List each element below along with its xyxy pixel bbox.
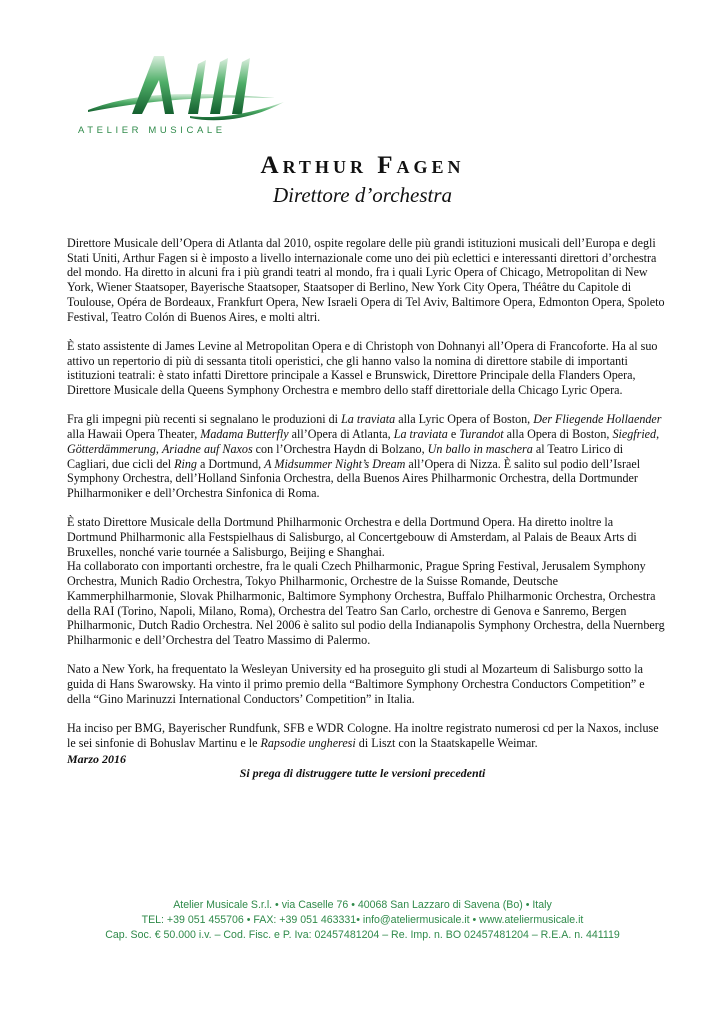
italic-title: Turandot [459,427,504,442]
person-role: Direttore d’orchestra [272,183,453,207]
bio-paragraph [67,339,665,398]
text-run: e [447,427,460,442]
bio-paragraph [67,721,665,750]
italic-title: La traviata [393,427,448,442]
bio-paragraph [67,412,665,500]
text-run: Ha collaborato con importanti orchestre, fra le quali Czech Philharmonic, Prague Spring Festival, Jerusalem Symphony Orchestra, Munich Radio Orchestra, Tokyo Philharmonic, Orchestre de la Suisse Romande, Deutsche Kammerphilharmonie, Slovak Philharmonic, Baltimore Symphony Orchestra, Buffalo Philharmonic Orchestra, Orchestra della RAI (Torino, Napoli, Milano, Roma), Orchestra del Teatro San Carlo, orchestre di Genova e Sanremo, Bergen Philharmonic, Dutch Radio Orchestra. Nel 2006 è salito sul podio della Indianapolis Symphony Orchestra, della Nuernberg Philharmonic e dell’Orchestra del Teatro Massimo di Palermo. [67,559,665,647]
italic-title: Götterdämmerung [67,441,156,456]
bio-paragraph [67,559,665,647]
italic-title: Siegfried [612,427,657,442]
italic-title: La traviata [341,412,396,427]
text-run: Fra gli impegni più recenti si segnalano le produzioni di [67,412,342,427]
company-footer [0,898,725,943]
version-note: Si prega di distruggere tutte le versioni precedenti [239,766,486,780]
bio-paragraph [67,236,665,324]
text-run: all’Opera di Nizza. È salito sul podio dell’Israel Symphony Orchestra, dell’Holland Sinfonia Orchestra, della Buenos Aires Philharmonic Orchestra, della Dortmunder Philharmoniker e dell’Orchestra Sinfonica di Roma. [67,456,641,500]
text-run: con l’Orchestra Haydn di Bolzano, [252,441,428,456]
text-run: Ha inciso per BMG, Bayerischer Rundfunk, SFB e WDR Cologne. Ha inoltre registrato numerosi cd per la Naxos, incluse le sei sinfonie di Bohuslav Martinu e le [67,721,659,750]
italic-title: A Midsummer Night’s Dream [264,456,406,471]
person-name: Arthur Fagen [260,152,465,179]
text-run: È stato assistente di James Levine al Metropolitan Opera e di Christoph von Dohnanyi all’Opera di Francoforte. Ha al suo attivo un repertorio di più di sessanta titoli operistici, che gli hanno valso la nomina di direttore stabile di importanti istituzioni teatrali: è stato infatti Direttore principale a Kassel e Brunswick, Direttore Principale della Flanders Opera, Direttore Musicale della Queens Symphony Orchestra e membro dello staff direttoriale della Chicago Lyric Opera. [67,338,658,398]
italic-title: Ring [174,456,197,471]
text-run: È stato Direttore Musicale della Dortmund Philharmonic Orchestra e della Dortmund Opera. Ha diretto inoltre la Dortmund Philharmonic alla Festspielhaus di Salisburgo, al Concertgebouw di Amsterdam, al Palais de Beaux Arts di Bruxelles, nonché varie tournée a Salisburgo, Beijing e Shanghai. [67,515,637,559]
bio-paragraph [67,515,665,559]
text-run: a Dortmund, [196,456,265,471]
footer-contacts: TEL: +39 051 455706 • FAX: +39 051 463331• info@ateliermusicale.it • www.ateliermusicale.it [141,914,584,926]
footer-address: Atelier Musicale S.r.l. • via Caselle 76 • 40068 San Lazzaro di Savena (Bo) • Italy [173,899,552,911]
logo-caption: ATELIER MUSICALE [78,125,226,136]
italic-title: Madama Butterfly [200,427,289,442]
text-run: di Liszt con la Staatskapelle Weimar. [355,735,538,750]
text-run: alla Lyric Opera of Boston, [395,412,534,427]
italic-title: Ariadne auf Naxos [161,441,253,456]
text-run: , [155,441,162,456]
document-date: Marzo 2016 [67,752,127,766]
italic-title: Un ballo in maschera [427,441,533,456]
text-run: alla Hawaii Opera Theater, [67,427,201,442]
text-run: Nato a New York, ha frequentato la Wesleyan University ed ha proseguito gli studi al Mozarteum di Salisburgo sotto la guida di Hans Swarowsky. Ha vinto il primo premio della “Baltimore Symphony Orchestra Conductors Competition” e della “Gino Marinuzzi International Conductors’ Competition” in Italia. [67,662,645,706]
text-run: Direttore Musicale dell’Opera di Atlanta dal 2010, ospite regolare delle più grandi istituzioni musicali dell’Europa e degli Stati Uniti, Arthur Fagen si è imposto a livello internazionale come uno dei più eclettici e interessanti direttori d’orchestra del mondo. Ha diretto in alcuni fra i più grandi teatri al mondo, fra i quali Lyric Opera of Chicago, Metropolitan di New York, Wiener Staatsoper, Bayerische Staatsoper, Staatsoper di Berlino, New York City Opera, Théâtre du Capitole di Toulouse, Opéra de Bordeaux, Frankfurt Opera, New Israeli Opera di Tel Aviv, Baltimore Opera, Edmonton Opera, Spoleto Festival, Teatro Colón di Buenos Aires, e molti altri. [67,236,665,324]
text-run: all’Opera di Atlanta, [288,427,394,442]
footer-registration: Cap. Soc. € 50.000 i.v. – Cod. Fisc. e P. Iva: 02457481204 – Re. Imp. n. BO 02457481204 – R.E.A. n. 441119 [105,929,620,941]
bio-paragraph [67,662,665,706]
italic-title: Der Fliegende Hollaender [533,412,662,427]
biography-body [67,236,665,765]
italic-title: Rapsodie ungheresi [260,735,356,750]
text-run: , [656,427,660,442]
text-run: alla Opera di Boston, [503,427,613,442]
text-run: al Teatro Lirico di Cagliari, due cicli del [67,441,624,471]
